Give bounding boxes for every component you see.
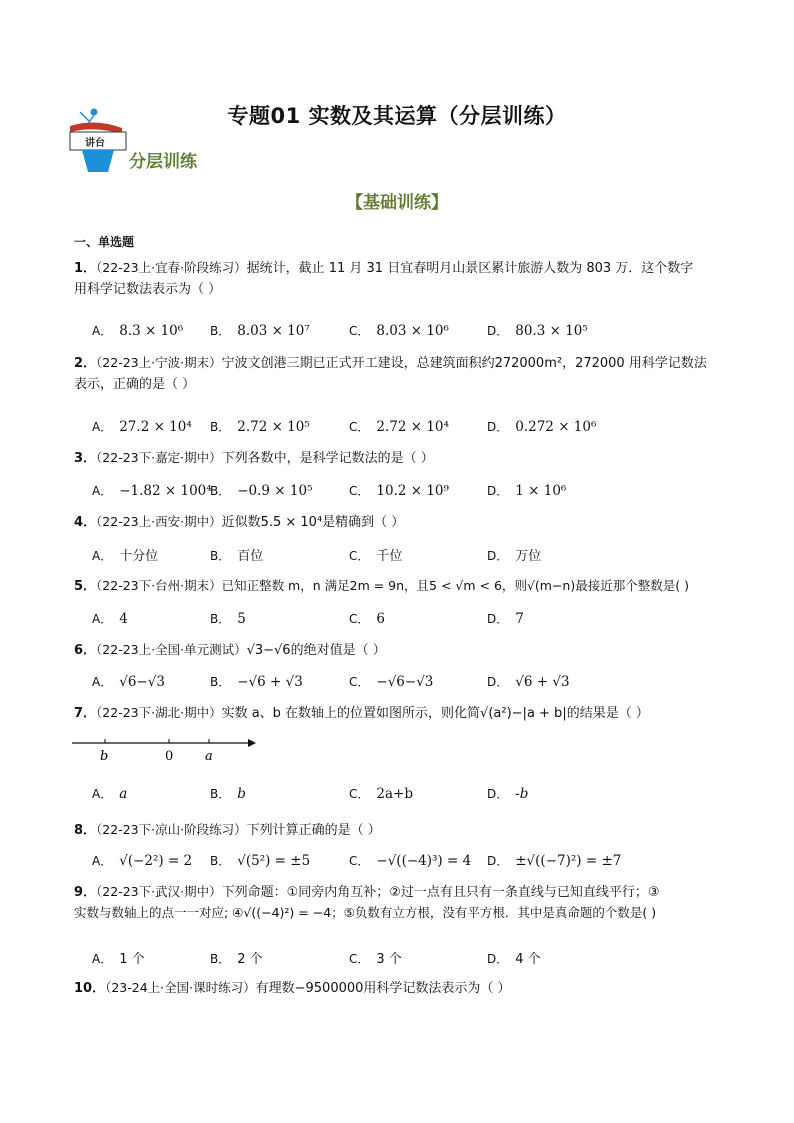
question-number: 10．	[74, 981, 106, 996]
options-row-1	[92, 322, 732, 344]
numberline-label-zero: 0	[165, 749, 174, 764]
question-9	[74, 882, 734, 923]
question-source: （22-23下·湖北·期中）	[96, 705, 222, 720]
option-b[interactable]: B． 5	[210, 611, 246, 627]
option-d[interactable]: D． -b	[487, 786, 529, 802]
options-row-3	[92, 482, 732, 504]
question-stem: 下列计算正确的是（ ）	[246, 823, 381, 838]
option-b[interactable]: B． 2 个	[210, 952, 263, 967]
option-d[interactable]: D． √6 + √3	[487, 674, 570, 690]
question-number: 1．	[74, 261, 97, 276]
option-c[interactable]: C． 10.2 × 10⁹	[349, 483, 449, 499]
option-b[interactable]: B． −√6 + √3	[210, 674, 303, 690]
question-source: （22-23下·嘉定·期中）	[96, 450, 222, 465]
option-b[interactable]: B． √(5²) = ±5	[210, 853, 311, 869]
question-stem-cont: 用科学记数法表示为（ ）	[74, 282, 222, 297]
question-source: （22-23下·武汉·期中）	[96, 884, 222, 899]
question-number: 4．	[74, 515, 97, 530]
page-title: 专题01 实数及其运算（分层训练）	[227, 104, 567, 128]
option-a[interactable]: A． √(−2²) = 2	[92, 853, 193, 869]
question-1	[74, 258, 734, 300]
logo-label: 讲台	[85, 138, 105, 149]
option-d[interactable]: D． 万位	[487, 549, 542, 564]
question-source: （22-23上·西安·期中）	[96, 514, 222, 529]
question-stem: 据统计，截止 11 月 31 日宜春明月山景区累计旅游人数为 803 万．这个数字	[246, 261, 694, 276]
options-row-2	[92, 418, 732, 440]
question-5	[74, 576, 744, 597]
options-row-9	[92, 948, 732, 970]
question-4	[74, 512, 734, 533]
numberline-label-b: b	[100, 749, 109, 764]
option-d[interactable]: D． 80.3 × 10⁵	[487, 323, 588, 339]
question-number: 8．	[74, 823, 97, 838]
option-c[interactable]: C． 2a+b	[349, 786, 413, 802]
numberline-label-a: a	[205, 749, 213, 764]
option-a[interactable]: A． 十分位	[92, 549, 159, 564]
option-d[interactable]: D． ±√((−7)²) = ±7	[487, 853, 622, 869]
option-a[interactable]: A． √6−√3	[92, 674, 165, 690]
question-stem: 实数 a、b 在数轴上的位置如图所示，则化简√(a²)−|a + b|的结果是（ ）	[221, 706, 649, 721]
question-number: 7．	[74, 706, 97, 721]
question-number: 5．	[74, 579, 97, 594]
question-stem: 下列命题：①同旁内角互补；②过一点有且只有一条直线与已知直线平行；③	[221, 885, 660, 900]
option-c[interactable]: C． −√((−4)³) = 4	[349, 853, 472, 869]
question-6	[74, 640, 734, 661]
options-row-6	[92, 673, 732, 695]
option-c[interactable]: C． 3 个	[349, 952, 402, 967]
option-a[interactable]: A． 4	[92, 611, 128, 627]
question-source: （23-24上·全国·课时练习）	[105, 980, 256, 995]
option-a[interactable]: A． 1 个	[92, 952, 145, 967]
option-c[interactable]: C． 千位	[349, 549, 403, 564]
question-stem: 有理数−9500000用科学记数法表示为（ ）	[255, 981, 511, 996]
option-b[interactable]: B． b	[210, 786, 246, 802]
section-label-single-choice: 一、单选题	[74, 235, 135, 249]
question-number: 6．	[74, 643, 97, 658]
question-7	[74, 703, 744, 724]
option-c[interactable]: C． 8.03 × 10⁶	[349, 323, 449, 339]
option-c[interactable]: C． −√6−√3	[349, 674, 434, 690]
options-row-7	[92, 785, 732, 807]
question-source: （22-23上·全国·单元测试）	[96, 642, 247, 657]
basic-training-heading: 【基础训练】	[346, 193, 448, 213]
question-number: 2．	[74, 356, 97, 371]
question-source: （22-23上·宜春·阶段练习）	[96, 260, 247, 275]
question-stem: 近似数5.5 × 10⁴是精确到（ ）	[221, 515, 405, 530]
option-b[interactable]: B． 百位	[210, 549, 264, 564]
option-d[interactable]: D． 1 × 10⁶	[487, 483, 567, 499]
question-stem-cont: 表示，正确的是（ ）	[74, 377, 196, 392]
option-d[interactable]: D． 4 个	[487, 952, 541, 967]
question-source: （22-23下·凉山·阶段练习）	[96, 822, 247, 837]
question-stem: 宁波文创港三期已正式开工建设，总建筑面积约272000m²，272000 用科学记数法	[221, 356, 707, 371]
option-b[interactable]: B． 2.72 × 10⁵	[210, 419, 310, 435]
question-8	[74, 820, 734, 841]
question-2	[74, 353, 734, 395]
options-row-5	[92, 610, 732, 632]
number-line-diagram	[72, 734, 262, 766]
option-d[interactable]: D． 0.272 × 10⁶	[487, 419, 597, 435]
option-a[interactable]: A． 27.2 × 10⁴	[92, 419, 192, 435]
option-a[interactable]: A． −1.82 × 100⁴	[92, 483, 212, 499]
option-a[interactable]: A． a	[92, 786, 128, 802]
question-3	[74, 448, 734, 469]
options-row-8	[92, 852, 732, 874]
question-number: 3．	[74, 451, 97, 466]
question-source: （22-23下·台州·期末）	[96, 578, 222, 593]
question-stem: 已知正整数 m，n 满足2m = 9n，且5 < √m < 6，则√(m−n)最接近那个整数是( )	[221, 578, 689, 593]
option-d[interactable]: D． 7	[487, 611, 524, 627]
question-stem-cont: 实数与数轴上的点一一对应; ④√((−4)²) = −4；⑤负数有立方根，没有平方根．其中是真命题的个数是( )	[74, 905, 657, 920]
option-c[interactable]: C． 6	[349, 611, 385, 627]
question-stem: 下列各数中，是科学记数法的是（ ）	[221, 451, 434, 466]
options-row-4	[92, 545, 732, 567]
question-stem: √3−√6的绝对值是（ ）	[246, 643, 386, 658]
question-number: 9．	[74, 885, 97, 900]
layer-training-heading: 分层训练	[129, 152, 197, 172]
option-b[interactable]: B． 8.03 × 10⁷	[210, 323, 310, 339]
option-b[interactable]: B． −0.9 × 10⁵	[210, 483, 313, 499]
question-10	[74, 978, 734, 999]
option-c[interactable]: C． 2.72 × 10⁴	[349, 419, 449, 435]
option-a[interactable]: A． 8.3 × 10⁶	[92, 323, 184, 339]
question-source: （22-23上·宁波·期末）	[96, 355, 222, 370]
